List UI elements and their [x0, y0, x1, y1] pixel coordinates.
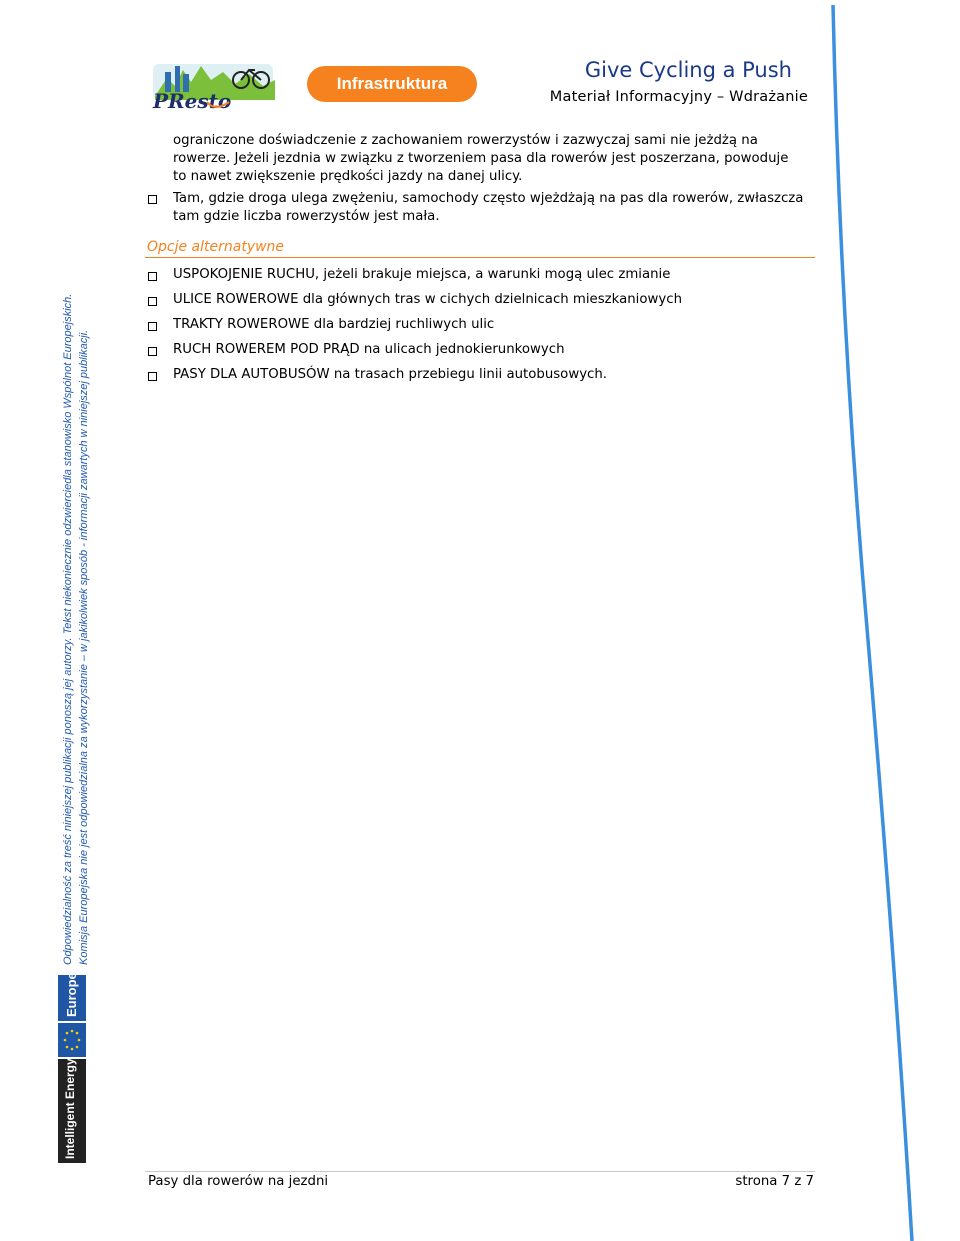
iee-energy-label: Intelligent Energy [63, 1058, 77, 1159]
bullet-marker [148, 297, 157, 306]
bullet-marker [148, 272, 157, 281]
footer-divider [145, 1171, 815, 1172]
intelligent-energy-europe-logo [58, 972, 86, 1163]
iee-europe-band [58, 972, 86, 1021]
text-line: rowerze. Jeżeli jezdnia w związku z tworzeniem pasa dla rowerów jest poszerzana, powoduje [173, 151, 789, 166]
decorative-side-line [820, 0, 960, 1241]
bullet-marker [148, 322, 157, 331]
text-line: ograniczone doświadczenie z zachowaniem rowerzystów i zazwyczaj sami nie jeżdżą na [173, 133, 758, 148]
footer-page-number: strona 7 z 7 [735, 1174, 814, 1189]
bullet-marker [148, 347, 157, 356]
document-subtitle: Materiał Informacyjny – Wdrażanie [549, 89, 808, 105]
svg-text:PResto: PResto [153, 89, 232, 113]
category-badge: Infrastruktura [307, 66, 477, 102]
option-item: PASY DLA AUTOBUSÓW na trasach przebiegu linii autobusowych. [173, 367, 608, 382]
text-line: tam gdzie liczba rowerzystów jest mała. [173, 209, 440, 224]
disclaimer-line-1: Odpowiedzialność za treść niniejszej publikacji ponoszą jej autorzy. Tekst niekoniecznie odzwierciedla stanowisko Wspólnot Europejskich. [62, 293, 74, 965]
continuation-paragraph [173, 132, 823, 186]
document-title: Give Cycling a Push [584, 58, 792, 82]
option-item: USPOKOJENIE RUCHU, jeżeli brakuje miejsca, a warunki mogą ulec zmianie [173, 267, 671, 282]
iee-energy-band [58, 1059, 86, 1163]
text-line: to nawet zwiększenie prędkości jazdy na danej ulicy. [173, 169, 523, 184]
eu-flag-icon [58, 1023, 86, 1057]
option-item: RUCH ROWEREM POD PRĄD na ulicach jednokierunkowych [173, 342, 565, 357]
section-divider [145, 257, 815, 258]
footer-document-name: Pasy dla rowerów na jezdni [148, 1174, 329, 1189]
option-item: TRAKTY ROWEROWE dla bardziej ruchliwych ulic [173, 317, 495, 332]
bullet-narrowing-text [173, 190, 823, 226]
text-line: Tam, gdzie droga ulega zwężeniu, samochody często wjeżdżają na pas dla rowerów, zwłaszcza [173, 191, 804, 206]
option-item: ULICE ROWEROWE dla głównych tras w cichych dzielnicach mieszkaniowych [173, 292, 682, 307]
section-heading: Opcje alternatywne [147, 239, 285, 255]
iee-europe-label: Europe [64, 972, 79, 1017]
disclaimer-line-2: Komisja Europejska nie jest odpowiedzialna za wykorzystanie – w jakikolwiek sposób - informacji zawartych w niniejszej publikacji. [78, 329, 90, 965]
eu-disclaimer [58, 293, 94, 965]
presto-logo [145, 52, 285, 114]
bullet-marker [148, 372, 157, 381]
bullet-marker [148, 195, 157, 204]
